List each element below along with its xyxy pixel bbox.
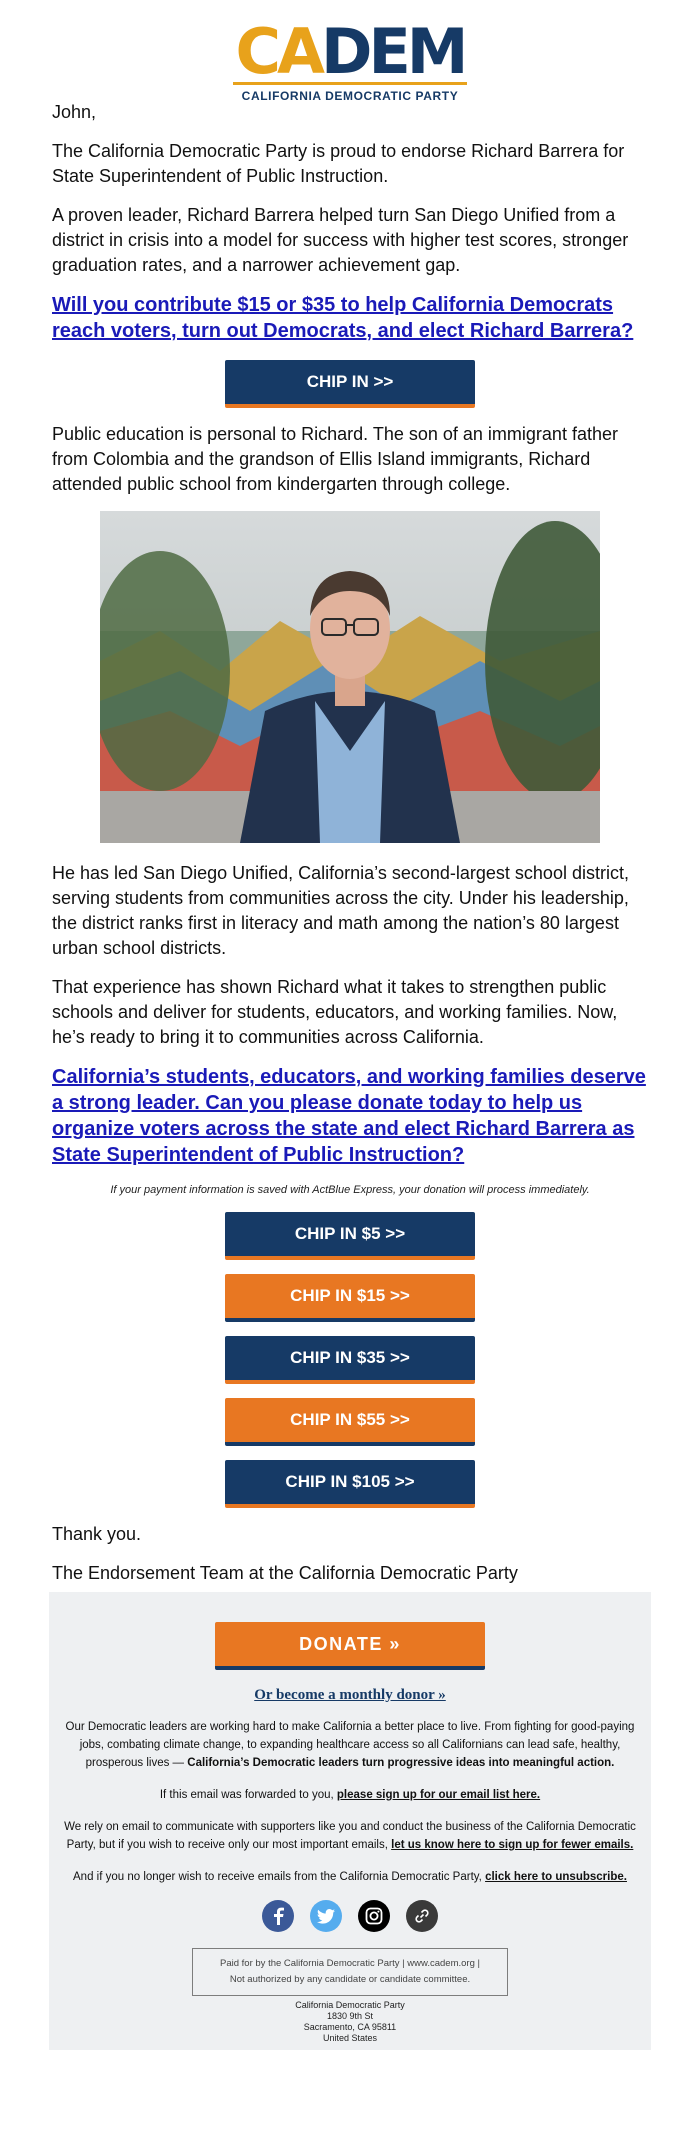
- greeting: John,: [52, 102, 97, 122]
- paid-line-2: Not authorized by any candidate or candidate committee.: [229, 1974, 471, 1985]
- footer-unsub-text: And if you no longer wish to receive emails from the California Democratic Party,: [73, 1871, 482, 1883]
- link-icon[interactable]: [406, 1900, 438, 1932]
- paid-for-disclaimer: [192, 1948, 508, 1996]
- signup-link[interactable]: please sign up for our email list here.: [336, 1789, 541, 1801]
- email-footer: [49, 1592, 651, 2050]
- address-street: 1830 9th St: [326, 2011, 374, 2021]
- chip-in-105-button[interactable]: CHIP IN $105 >>: [225, 1460, 475, 1508]
- email-content: [0, 100, 700, 1586]
- candidate-photo-image: [100, 511, 600, 843]
- paragraph-endorse: The California Democratic Party is proud to endorse Richard Barrera for State Superintendent of Public Instruction.: [52, 141, 625, 186]
- chip-in-5-button[interactable]: CHIP IN $5 >>: [225, 1212, 475, 1260]
- donate-button[interactable]: DONATE »: [215, 1622, 485, 1670]
- footer-about-text: Our Democratic leaders are working hard to make California a better place to live. From fighting for good-paying jobs, combating climate change, to expanding healthcare access so all Californians can lead safe, healthy, prosperous lives —: [65, 1721, 635, 1769]
- chip-in-35-button[interactable]: CHIP IN $35 >>: [225, 1336, 475, 1384]
- paragraph-led-district: He has led San Diego Unified, California’s second-largest school district, serving students from communities across the city. Under his leadership, the district ranks first in literacy and math among the nation’s 80 largest urban school districts.: [52, 863, 629, 958]
- footer-forwarded: [49, 1786, 651, 1804]
- chip-in-55-button[interactable]: CHIP IN $55 >>: [225, 1398, 475, 1446]
- address-city: Sacramento, CA 95811: [303, 2022, 397, 2032]
- footer-forwarded-text: If this email was forwarded to you,: [159, 1789, 334, 1801]
- actblue-note: If your payment information is saved with ActBlue Express, your donation will process immediately.: [110, 1184, 590, 1196]
- paid-line-1: Paid for by the California Democratic Party | www.cadem.org |: [220, 1958, 480, 1969]
- mailing-address: [49, 2000, 651, 2044]
- fewer-emails-link[interactable]: let us know here to sign up for fewer emails.: [391, 1839, 634, 1851]
- chip-in-15-button[interactable]: CHIP IN $15 >>: [225, 1274, 475, 1322]
- footer-fewer-emails: [49, 1818, 651, 1854]
- logo-dem: DEM: [320, 15, 465, 88]
- address-org: California Democratic Party: [295, 2000, 405, 2010]
- unsubscribe-link[interactable]: click here to unsubscribe.: [485, 1871, 627, 1883]
- signature-text: The Endorsement Team at the California Democratic Party: [52, 1563, 518, 1583]
- facebook-icon[interactable]: [262, 1900, 294, 1932]
- instagram-icon[interactable]: [358, 1900, 390, 1932]
- ask-link-1[interactable]: Will you contribute $15 or $35 to help California Democrats reach voters, turn out Democrats, and elect Richard Barrera?: [52, 294, 634, 342]
- footer-about: [49, 1718, 651, 1772]
- paragraph-proven-leader: A proven leader, Richard Barrera helped turn San Diego Unified from a district in crisis into a model for success with higher test scores, stronger graduation rates, and a narrower achievement gap.: [52, 205, 629, 275]
- paragraph-experience: That experience has shown Richard what it takes to strengthen public schools and deliver for students, educators, and working families. Now, he’s ready to bring it to communities across California.: [52, 977, 618, 1047]
- address-country: United States: [322, 2033, 378, 2043]
- footer-about-bold: California’s Democratic leaders turn progressive ideas into meaningful action.: [187, 1757, 615, 1769]
- candidate-photo: [100, 511, 600, 843]
- footer-fewer-text: We rely on email to communicate with supporters like you and conduct the business of the California Democratic Party, but if you wish to receive only our most important emails,: [64, 1821, 636, 1851]
- cadem-logo[interactable]: [0, 0, 700, 103]
- paragraph-personal: Public education is personal to Richard. The son of an immigrant father from Colombia and the grandson of Ellis Island immigrants, Richard attended public school from kindergarten through college.: [52, 424, 618, 494]
- thanks-text: Thank you.: [52, 1524, 142, 1544]
- logo-wordmark: [235, 15, 465, 88]
- social-links: [49, 1900, 651, 1932]
- ask-link-2[interactable]: California’s students, educators, and working families deserve a strong leader. Can you please donate today to help us organize voters across the state and elect Richard Barrera as State Superintendent of Public Instruction?: [52, 1066, 646, 1166]
- logo-ca: CA: [235, 15, 321, 88]
- logo-subtitle: CALIFORNIA DEMOCRATIC PARTY: [241, 89, 459, 103]
- footer-unsubscribe: [49, 1868, 651, 1886]
- monthly-donor-link[interactable]: Or become a monthly donor »: [254, 1687, 446, 1703]
- twitter-icon[interactable]: [310, 1900, 342, 1932]
- chip-in-button[interactable]: CHIP IN >>: [225, 360, 475, 408]
